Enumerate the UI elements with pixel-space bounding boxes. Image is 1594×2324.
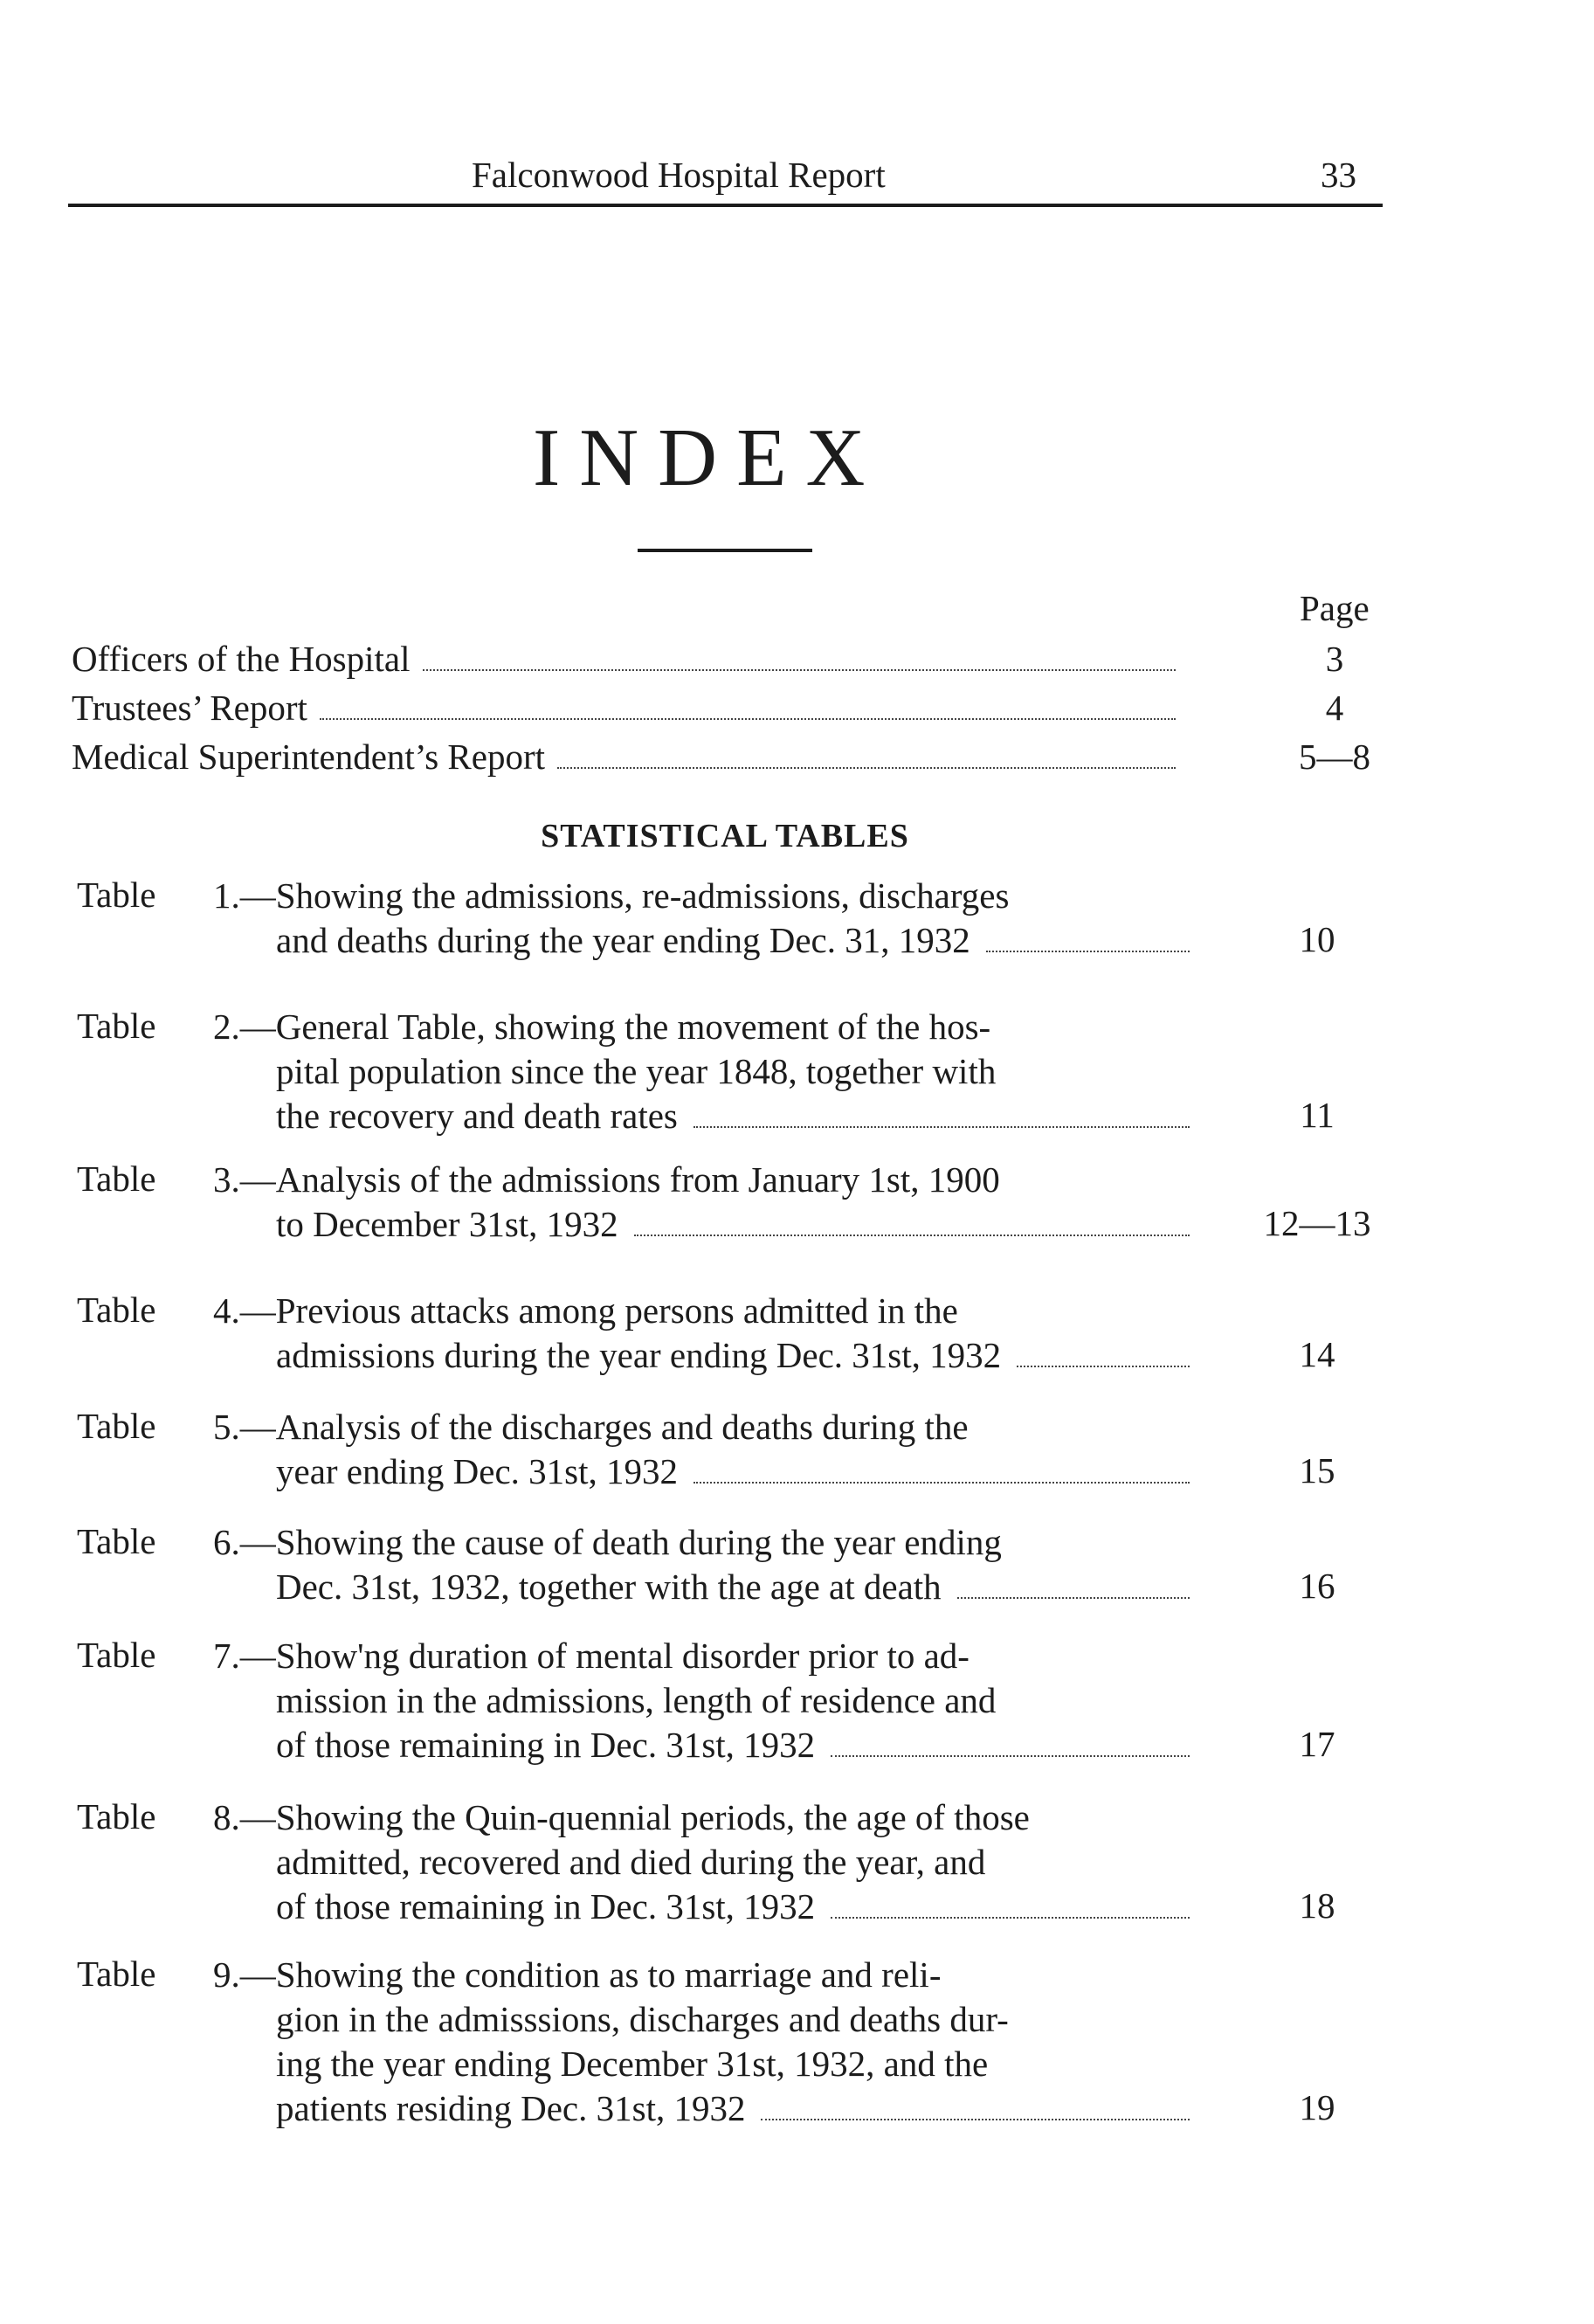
- entry-page: 4: [1325, 688, 1344, 728]
- entry-page: 3: [1325, 639, 1344, 679]
- table-line-text: —Showing the condition as to marriage and reli-: [239, 1954, 942, 1995]
- table-line-text: and deaths during the year ending Dec. 31, 1932: [276, 920, 970, 960]
- table-description-line: [213, 1565, 1190, 1609]
- table-line-text: —Showing the Quin-quennial periods, the age of those: [239, 1797, 1030, 1837]
- table-line-text: Dec. 31st, 1932, together with the age at death: [276, 1567, 942, 1607]
- table-description: [213, 1005, 1190, 1138]
- table-description-line: [213, 1885, 1190, 1929]
- table-line-text: —Showing the cause of death during the year ending: [239, 1522, 1002, 1562]
- table-line-text: year ending Dec. 31st, 1932: [276, 1451, 678, 1491]
- table-page: 16: [1299, 1566, 1335, 1606]
- leader-dots: [423, 669, 1177, 671]
- table-page: 15: [1299, 1450, 1335, 1491]
- table-description-line: [213, 1449, 1190, 1494]
- entry-label: Trustees’ Report: [72, 688, 307, 728]
- table-line-text: —Analysis of the discharges and deaths during the: [239, 1407, 969, 1447]
- table-description-line: [213, 1049, 1190, 1094]
- table-number: 7.: [213, 1636, 240, 1676]
- table-label: Table: [77, 1290, 156, 1330]
- leader-dots: [693, 1126, 1190, 1128]
- table-description-line: [213, 2086, 1190, 2131]
- table-description-line: [213, 1333, 1190, 1378]
- table-line-text: ing the year ending December 31st, 1932, and the: [276, 2044, 989, 2084]
- table-description-line: [213, 1094, 1190, 1138]
- table-description-line: [213, 918, 1190, 963]
- table-page: 14: [1299, 1334, 1335, 1374]
- table-number: 3.: [213, 1159, 240, 1200]
- section-heading: STATISTICAL TABLES: [541, 818, 909, 854]
- table-label: Table: [77, 1521, 156, 1561]
- table-line-text: admissions during the year ending Dec. 31st, 1932: [276, 1335, 1002, 1375]
- table-line-text: of those remaining in Dec. 31st, 1932: [276, 1725, 816, 1765]
- leader-dots: [831, 1755, 1190, 1757]
- table-page: 19: [1299, 2087, 1335, 2127]
- table-line-text: patients residing Dec. 31st, 1932: [276, 2088, 746, 2128]
- table-number: 1.: [213, 875, 240, 916]
- leader-dots: [831, 1917, 1190, 1919]
- table-label: Table: [77, 1006, 156, 1046]
- table-description: [213, 874, 1190, 963]
- table-description: [213, 1289, 1190, 1378]
- leader-dots: [320, 718, 1176, 720]
- table-line-text: —Showing the admissions, re-admissions, discharges: [239, 875, 1010, 916]
- table-description: [213, 1158, 1190, 1247]
- table-line-text: —General Table, showing the movement of the hos-: [239, 1006, 991, 1047]
- table-description-line: [213, 1005, 1190, 1049]
- table-line-text: pital population since the year 1848, together with: [276, 1051, 997, 1091]
- table-line-text: gion in the admisssions, discharges and deaths dur-: [276, 1999, 1009, 2039]
- index-entry: [72, 736, 1188, 778]
- table-line-text: to December 31st, 1932: [276, 1204, 618, 1244]
- table-description-line: [213, 1634, 1190, 1678]
- table-description: [213, 1953, 1190, 2131]
- table-line-text: —Analysis of the admissions from January 1st, 1900: [239, 1159, 1000, 1200]
- table-line-text: admitted, recovered and died during the year, and: [276, 1842, 986, 1882]
- table-number: 5.: [213, 1407, 240, 1447]
- header-title: Falconwood Hospital Report: [472, 155, 886, 195]
- table-description-line: [213, 1289, 1190, 1333]
- page-column-heading: Page: [1300, 588, 1370, 628]
- header-rule: [68, 204, 1383, 207]
- table-line-text: mission in the admissions, length of residence and: [276, 1680, 997, 1720]
- table-description-line: [213, 1997, 1190, 2042]
- table-description-line: [213, 1158, 1190, 1202]
- table-line-text: —Show'ng duration of mental disorder prior to ad-: [239, 1636, 970, 1676]
- leader-dots: [634, 1235, 1190, 1236]
- table-description-line: [213, 1953, 1190, 1997]
- table-label: Table: [77, 1406, 156, 1446]
- entry-page: 5—8: [1299, 737, 1370, 777]
- table-description-line: [213, 1840, 1190, 1885]
- leader-dots: [1017, 1366, 1190, 1367]
- table-page: 18: [1299, 1885, 1335, 1926]
- table-description-line: [213, 1723, 1190, 1767]
- table-number: 8.: [213, 1797, 240, 1837]
- leader-dots: [557, 767, 1176, 769]
- table-description-line: [213, 874, 1190, 918]
- table-label: Table: [77, 875, 156, 915]
- index-entry: [72, 687, 1188, 729]
- table-number: 9.: [213, 1954, 240, 1995]
- table-line-text: of those remaining in Dec. 31st, 1932: [276, 1886, 816, 1926]
- table-line-text: —Previous attacks among persons admitted in the: [239, 1290, 958, 1331]
- entry-label: Officers of the Hospital: [72, 639, 411, 679]
- leader-dots: [986, 951, 1190, 952]
- table-page: 11: [1300, 1095, 1335, 1135]
- leader-dots: [957, 1597, 1190, 1599]
- table-description-line: [213, 1405, 1190, 1449]
- table-page: 10: [1299, 919, 1335, 959]
- table-description: [213, 1634, 1190, 1767]
- table-description: [213, 1405, 1190, 1494]
- table-description: [213, 1520, 1190, 1609]
- table-number: 4.: [213, 1290, 240, 1331]
- index-title: INDEX: [533, 412, 885, 503]
- title-rule: [638, 549, 812, 552]
- table-description-line: [213, 1202, 1190, 1247]
- table-description-line: [213, 1795, 1190, 1840]
- table-line-text: the recovery and death rates: [276, 1096, 678, 1136]
- index-entry: [72, 638, 1188, 680]
- table-label: Table: [77, 1635, 156, 1675]
- table-page: 12—13: [1263, 1203, 1371, 1243]
- table-number: 2.: [213, 1006, 240, 1047]
- table-description: [213, 1795, 1190, 1929]
- table-label: Table: [77, 1954, 156, 1994]
- header-page-number: 33: [1321, 155, 1356, 195]
- table-number: 6.: [213, 1522, 240, 1562]
- table-label: Table: [77, 1159, 156, 1199]
- table-description-line: [213, 2042, 1190, 2086]
- table-label: Table: [77, 1796, 156, 1836]
- table-description-line: [213, 1520, 1190, 1565]
- table-description-line: [213, 1678, 1190, 1723]
- leader-dots: [693, 1482, 1190, 1484]
- leader-dots: [761, 2119, 1190, 2120]
- entry-label: Medical Superintendent’s Report: [72, 737, 545, 777]
- table-page: 17: [1299, 1724, 1335, 1764]
